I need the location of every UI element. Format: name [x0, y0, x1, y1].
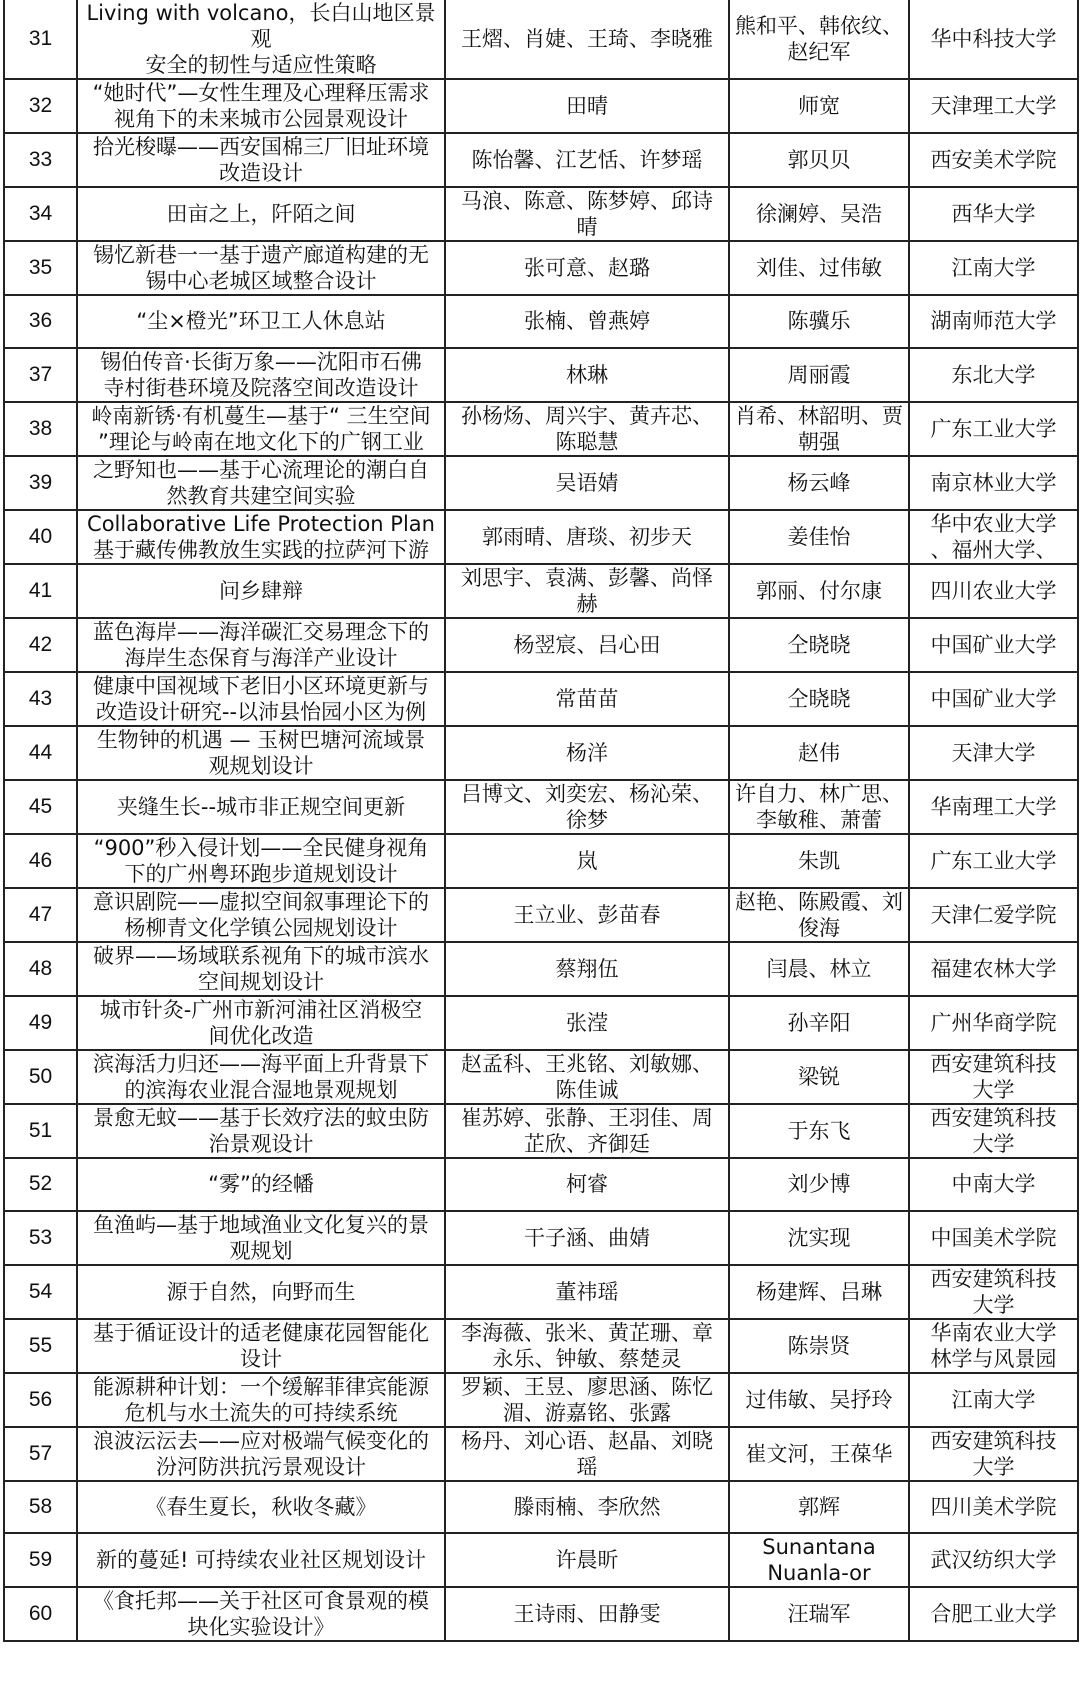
school-cell: 天津仁爱学院 [909, 888, 1078, 942]
school-cell: 江南大学 [909, 1373, 1078, 1427]
table-row [4, 1587, 1078, 1641]
entry-number-cell: 58 [4, 1481, 77, 1534]
school-cell: 四川美术学院 [909, 1481, 1078, 1534]
table-row [4, 780, 1078, 834]
authors-cell: 张滢 [445, 996, 729, 1050]
project-title-cell: 鱼渔屿—基于地域渔业文化复兴的景 观规划 [77, 1211, 445, 1265]
school-cell: 武汉纺织大学 [909, 1533, 1078, 1587]
advisors-cell: 陈崇贤 [729, 1319, 909, 1373]
project-title-cell: 健康中国视域下老旧小区环境更新与 改造设计研究--以沛县怡园小区为例 [77, 672, 445, 726]
authors-cell: 常苗苗 [445, 672, 729, 726]
project-title-cell: 浪波沄沄去——应对极端气候变化的 汾河防洪抗污景观设计 [77, 1427, 445, 1481]
table-row [4, 942, 1078, 996]
advisors-cell: 孙辛阳 [729, 996, 909, 1050]
authors-cell: 马浪、陈意、陈梦婷、邱诗 晴 [445, 187, 729, 241]
table-row [4, 1050, 1078, 1104]
project-title-cell: Collaborative Life Protection Plan 基于藏传佛教放生实践的拉萨河下游 [77, 510, 445, 564]
entry-number-cell: 51 [4, 1104, 77, 1158]
authors-cell: 孙杨炀、周兴宇、黄卉芯、 陈聪慧 [445, 402, 729, 456]
entry-number-cell: 40 [4, 510, 77, 564]
project-title-cell: 夹缝生长--城市非正规空间更新 [77, 780, 445, 834]
project-title-cell: “900”秒入侵计划——全民健身视角 下的广州粤环跑步道规划设计 [77, 834, 445, 888]
school-cell: 西安建筑科技 大学 [909, 1265, 1078, 1319]
authors-cell: 柯睿 [445, 1158, 729, 1211]
school-cell: 湖南师范大学 [909, 295, 1078, 348]
entry-number-cell: 43 [4, 672, 77, 726]
entry-number-cell: 42 [4, 618, 77, 672]
entry-number-cell: 31 [4, 0, 77, 79]
school-cell: 中国矿业大学 [909, 618, 1078, 672]
table-row [4, 1427, 1078, 1481]
school-cell: 华中科技大学 [909, 0, 1078, 79]
award-list-sheet [3, 0, 1077, 1642]
advisors-cell: 仝晓晓 [729, 618, 909, 672]
authors-cell: 杨丹、刘心语、赵晶、刘晓 瑶 [445, 1427, 729, 1481]
school-cell: 天津理工大学 [909, 79, 1078, 133]
advisors-cell: 沈实现 [729, 1211, 909, 1265]
project-title-cell: 破界——场域联系视角下的城市滨水 空间规划设计 [77, 942, 445, 996]
table-row [4, 241, 1078, 295]
advisors-cell: 闫晨、林立 [729, 942, 909, 996]
authors-cell: 蔡翔伍 [445, 942, 729, 996]
entry-number-cell: 57 [4, 1427, 77, 1481]
table-row [4, 510, 1078, 564]
advisors-cell: 杨建辉、吕琳 [729, 1265, 909, 1319]
school-cell: 华中农业大学 、福州大学、 [909, 510, 1078, 564]
table-row [4, 1104, 1078, 1158]
project-title-cell: 生物钟的机遇 — 玉树巴塘河流域景 观规划设计 [77, 726, 445, 780]
school-cell: 福建农林大学 [909, 942, 1078, 996]
entry-number-cell: 45 [4, 780, 77, 834]
entry-number-cell: 54 [4, 1265, 77, 1319]
advisors-cell: 仝晓晓 [729, 672, 909, 726]
advisors-cell: 徐澜婷、吴浩 [729, 187, 909, 241]
entry-number-cell: 34 [4, 187, 77, 241]
table-row [4, 726, 1078, 780]
school-cell: 西华大学 [909, 187, 1078, 241]
table-row [4, 402, 1078, 456]
school-cell: 南京林业大学 [909, 456, 1078, 510]
entry-number-cell: 50 [4, 1050, 77, 1104]
table-row [4, 0, 1078, 79]
advisors-cell: 赵艳、陈殿霞、刘 俊海 [729, 888, 909, 942]
entry-number-cell: 38 [4, 402, 77, 456]
table-row [4, 1265, 1078, 1319]
project-title-cell: 《食托邦——关于社区可食景观的模 块化实验设计》 [77, 1587, 445, 1641]
entry-number-cell: 39 [4, 456, 77, 510]
advisors-cell: 郭贝贝 [729, 133, 909, 187]
advisors-cell: 赵伟 [729, 726, 909, 780]
authors-cell: 王诗雨、田静雯 [445, 1587, 729, 1641]
school-cell: 广东工业大学 [909, 834, 1078, 888]
entry-number-cell: 48 [4, 942, 77, 996]
table-row [4, 79, 1078, 133]
project-title-cell: 之野知也——基于心流理论的潮白自 然教育共建空间实验 [77, 456, 445, 510]
entry-number-cell: 60 [4, 1587, 77, 1641]
project-title-cell: 基于循证设计的适老健康花园智能化 设计 [77, 1319, 445, 1373]
school-cell: 西安建筑科技 大学 [909, 1104, 1078, 1158]
project-title-cell: “尘×橙光”环卫工人休息站 [77, 295, 445, 348]
authors-cell: 许晨昕 [445, 1533, 729, 1587]
authors-cell: 干子涵、曲婧 [445, 1211, 729, 1265]
project-title-cell: 滨海活力归还——海平面上升背景下 的滨海农业混合湿地景观规划 [77, 1050, 445, 1104]
entry-number-cell: 44 [4, 726, 77, 780]
school-cell: 东北大学 [909, 348, 1078, 402]
school-cell: 华南理工大学 [909, 780, 1078, 834]
entry-number-cell: 33 [4, 133, 77, 187]
table-row [4, 295, 1078, 348]
award-table [3, 0, 1079, 1642]
project-title-cell: 城市针灸-广州市新河浦社区消极空 间优化改造 [77, 996, 445, 1050]
advisors-cell: 刘佳、过伟敏 [729, 241, 909, 295]
entry-number-cell: 53 [4, 1211, 77, 1265]
entry-number-cell: 36 [4, 295, 77, 348]
entry-number-cell: 49 [4, 996, 77, 1050]
entry-number-cell: 59 [4, 1533, 77, 1587]
authors-cell: 张可意、赵璐 [445, 241, 729, 295]
table-row [4, 187, 1078, 241]
project-title-cell: 问乡肆辩 [77, 564, 445, 618]
table-row [4, 456, 1078, 510]
project-title-cell: 源于自然，向野而生 [77, 1265, 445, 1319]
advisors-cell: 过伟敏、吴抒玲 [729, 1373, 909, 1427]
advisors-cell: Sunantana Nuanla-or [729, 1533, 909, 1587]
project-title-cell: 能源耕种计划：一个缓解菲律宾能源 危机与水土流失的可持续系统 [77, 1373, 445, 1427]
project-title-cell: “她时代”—女性生理及心理释压需求 视角下的未来城市公园景观设计 [77, 79, 445, 133]
table-row [4, 888, 1078, 942]
advisors-cell: 刘少博 [729, 1158, 909, 1211]
authors-cell: 王熠、肖婕、王琦、李晓雅 [445, 0, 729, 79]
project-title-cell: “雾”的经幡 [77, 1158, 445, 1211]
award-table-body [4, 0, 1078, 1641]
authors-cell: 郭雨晴、唐琰、初步天 [445, 510, 729, 564]
project-title-cell: 拾光梭曝——西安国棉三厂旧址环境 改造设计 [77, 133, 445, 187]
advisors-cell: 郭辉 [729, 1481, 909, 1534]
authors-cell: 李海薇、张米、黄芷珊、章 永乐、钟敏、蔡楚灵 [445, 1319, 729, 1373]
project-title-cell: 田亩之上，阡陌之间 [77, 187, 445, 241]
authors-cell: 罗颖、王昱、廖思涵、陈忆 湄、游嘉铭、张露 [445, 1373, 729, 1427]
school-cell: 四川农业大学 [909, 564, 1078, 618]
project-title-cell: 《春生夏长，秋收冬藏》 [77, 1481, 445, 1534]
advisors-cell: 梁锐 [729, 1050, 909, 1104]
advisors-cell: 崔文河，王葆华 [729, 1427, 909, 1481]
project-title-cell: 蓝色海岸——海洋碳汇交易理念下的 海岸生态保育与海洋产业设计 [77, 618, 445, 672]
table-row [4, 672, 1078, 726]
school-cell: 中国美术学院 [909, 1211, 1078, 1265]
entry-number-cell: 52 [4, 1158, 77, 1211]
authors-cell: 董祎瑶 [445, 1265, 729, 1319]
entry-number-cell: 55 [4, 1319, 77, 1373]
advisors-cell: 周丽霞 [729, 348, 909, 402]
authors-cell: 张楠、曾燕婷 [445, 295, 729, 348]
authors-cell: 刘思宇、袁满、彭馨、尚怿 赫 [445, 564, 729, 618]
project-title-cell: 景愈无蚊——基于长效疗法的蚊虫防 治景观设计 [77, 1104, 445, 1158]
table-row [4, 834, 1078, 888]
table-row [4, 1211, 1078, 1265]
school-cell: 西安建筑科技 大学 [909, 1427, 1078, 1481]
project-title-cell: 锡伯传音·长街万象——沈阳市石佛 寺村街巷环境及院落空间改造设计 [77, 348, 445, 402]
table-row [4, 1373, 1078, 1427]
school-cell: 广东工业大学 [909, 402, 1078, 456]
project-title-cell: Living with volcano，长白山地区景观 安全的韧性与适应性策略 [77, 0, 445, 79]
advisors-cell: 郭丽、付尔康 [729, 564, 909, 618]
authors-cell: 滕雨楠、李欣然 [445, 1481, 729, 1534]
authors-cell: 王立业、彭苗春 [445, 888, 729, 942]
table-row [4, 133, 1078, 187]
authors-cell: 吴语婧 [445, 456, 729, 510]
school-cell: 合肥工业大学 [909, 1587, 1078, 1641]
project-title-cell: 锡忆新巷一一基于遗产廊道构建的无 锡中心老城区域整合设计 [77, 241, 445, 295]
authors-cell: 杨翌宸、吕心田 [445, 618, 729, 672]
advisors-cell: 于东飞 [729, 1104, 909, 1158]
table-row [4, 564, 1078, 618]
school-cell: 西安美术学院 [909, 133, 1078, 187]
table-row [4, 996, 1078, 1050]
table-row [4, 1533, 1078, 1587]
advisors-cell: 汪瑞军 [729, 1587, 909, 1641]
advisors-cell: 陈骥乐 [729, 295, 909, 348]
school-cell: 江南大学 [909, 241, 1078, 295]
project-title-cell: 新的蔓延! 可持续农业社区规划设计 [77, 1533, 445, 1587]
entry-number-cell: 37 [4, 348, 77, 402]
entry-number-cell: 35 [4, 241, 77, 295]
advisors-cell: 姜佳怡 [729, 510, 909, 564]
entry-number-cell: 47 [4, 888, 77, 942]
entry-number-cell: 46 [4, 834, 77, 888]
table-row [4, 348, 1078, 402]
authors-cell: 岚 [445, 834, 729, 888]
project-title-cell: 岭南新锈·有机蔓生—基于“ 三生空间 ”理论与岭南在地文化下的广钢工业 [77, 402, 445, 456]
school-cell: 广州华商学院 [909, 996, 1078, 1050]
authors-cell: 崔苏婷、张静、王羽佳、周 芷欣、齐御廷 [445, 1104, 729, 1158]
school-cell: 天津大学 [909, 726, 1078, 780]
authors-cell: 赵孟科、王兆铭、刘敏娜、 陈佳诚 [445, 1050, 729, 1104]
school-cell: 华南农业大学 林学与风景园 [909, 1319, 1078, 1373]
authors-cell: 陈怡馨、江艺恬、许梦瑶 [445, 133, 729, 187]
school-cell: 中南大学 [909, 1158, 1078, 1211]
authors-cell: 吕博文、刘奕宏、杨沁荣、 徐梦 [445, 780, 729, 834]
entry-number-cell: 41 [4, 564, 77, 618]
advisors-cell: 朱凯 [729, 834, 909, 888]
table-row [4, 1481, 1078, 1534]
advisors-cell: 肖希、林韶明、贾 朝强 [729, 402, 909, 456]
authors-cell: 林琳 [445, 348, 729, 402]
advisors-cell: 熊和平、韩依纹、 赵纪军 [729, 0, 909, 79]
authors-cell: 杨洋 [445, 726, 729, 780]
authors-cell: 田晴 [445, 79, 729, 133]
table-row [4, 1319, 1078, 1373]
school-cell: 西安建筑科技 大学 [909, 1050, 1078, 1104]
table-row [4, 1158, 1078, 1211]
table-row [4, 618, 1078, 672]
school-cell: 中国矿业大学 [909, 672, 1078, 726]
project-title-cell: 意识剧院——虚拟空间叙事理论下的 杨柳青文化学镇公园规划设计 [77, 888, 445, 942]
entry-number-cell: 56 [4, 1373, 77, 1427]
advisors-cell: 许自力、林广思、 李敏稚、萧蕾 [729, 780, 909, 834]
advisors-cell: 杨云峰 [729, 456, 909, 510]
advisors-cell: 师宽 [729, 79, 909, 133]
entry-number-cell: 32 [4, 79, 77, 133]
